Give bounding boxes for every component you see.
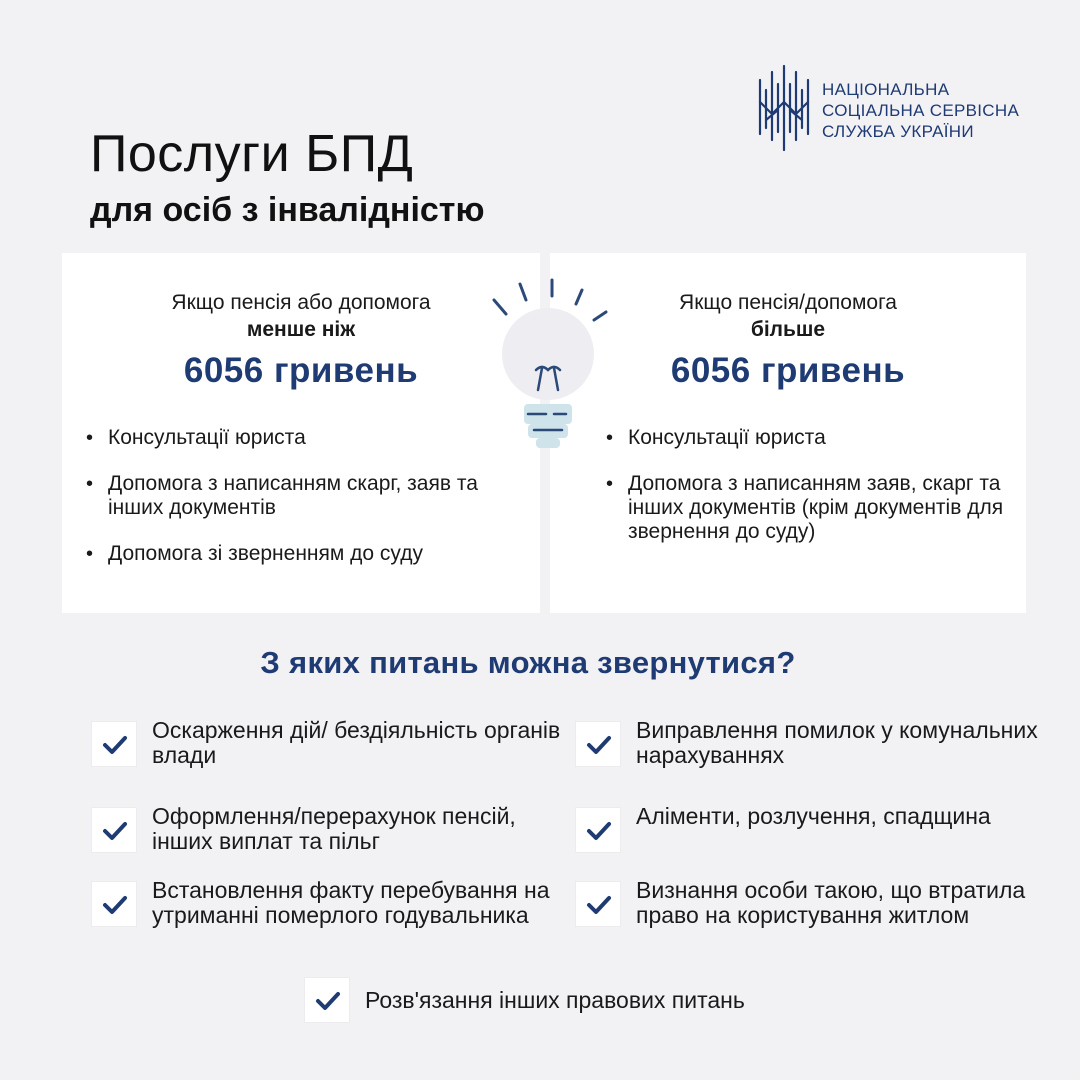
checkmark-icon	[102, 734, 128, 756]
topic-text: Оскарження дій/ бездіяльність органів влади	[152, 717, 561, 768]
check-box	[92, 722, 136, 766]
amount-value: 6056 гривень	[670, 351, 906, 390]
bullet-icon: •	[86, 427, 94, 449]
topic-text: Визнання особи такою, що втратила право на користування житлом	[636, 877, 1026, 928]
check-box	[576, 722, 620, 766]
check-box	[576, 808, 620, 852]
check-box	[92, 882, 136, 926]
list-item: • Допомога з написанням скарг, заяв та інших документів	[86, 472, 478, 519]
checkmark-icon	[102, 820, 128, 842]
list-item: • Допомога зі зверненням до суду	[86, 542, 423, 565]
checkmark-icon	[102, 894, 128, 916]
topic-text: Розв'язання інших правових питань	[365, 987, 745, 1013]
check-box	[92, 808, 136, 852]
card-above-threshold	[550, 253, 1026, 613]
question-heading: З яких питань можна звернутися?	[260, 645, 796, 680]
list-item: • Консультації юриста	[606, 426, 826, 449]
bullet-icon: •	[606, 427, 614, 449]
card-condition	[62, 289, 540, 343]
list-item: • Консультації юриста	[86, 426, 306, 449]
condition-text: Якщо пенсія або допомога	[171, 291, 431, 314]
light-bulb-icon	[486, 278, 616, 458]
checkmark-icon	[586, 734, 612, 756]
topic-text: Встановлення факту перебування на утриманні померлого годувальника	[152, 877, 550, 928]
service-logo	[752, 62, 1042, 152]
services-list	[86, 426, 520, 588]
topic-text: Аліменти, розлучення, спадщина	[636, 803, 991, 829]
services-list	[606, 426, 1010, 566]
card-condition	[550, 289, 1026, 343]
page-title: Послуги БПД	[90, 125, 414, 183]
logo-line-3: СЛУЖБА УКРАЇНИ	[822, 122, 974, 141]
topic-text: Оформлення/перерахунок пенсій, інших виплат та пільг	[152, 803, 516, 854]
condition-bold: більше	[750, 318, 826, 341]
logo-text	[822, 79, 1019, 142]
logo-line-2: СОЦІАЛЬНА СЕРВІСНА	[822, 101, 1020, 120]
condition-bold: менше ніж	[246, 318, 356, 341]
checkmark-icon	[586, 894, 612, 916]
card-below-threshold	[62, 253, 540, 613]
bullet-icon: •	[86, 543, 94, 565]
condition-text: Якщо пенсія/допомога	[679, 291, 897, 314]
topic-text: Виправлення помилок у комунальних нарахуваннях	[636, 717, 1038, 768]
bullet-icon: •	[606, 473, 614, 495]
checkmark-icon	[586, 820, 612, 842]
logo-line-1: НАЦІОНАЛЬНА	[822, 80, 950, 99]
amount-value: 6056 гривень	[183, 351, 419, 390]
page-subtitle: для осіб з інвалідністю	[90, 191, 485, 229]
nssu-emblem-icon	[752, 62, 814, 152]
checkmark-icon	[315, 990, 341, 1012]
bullet-icon: •	[86, 473, 94, 495]
list-item: • Допомога з написанням заяв, скарг та інших документів (крім документів для звернення до суду)	[606, 472, 1004, 543]
check-box	[576, 882, 620, 926]
check-box	[305, 978, 349, 1022]
